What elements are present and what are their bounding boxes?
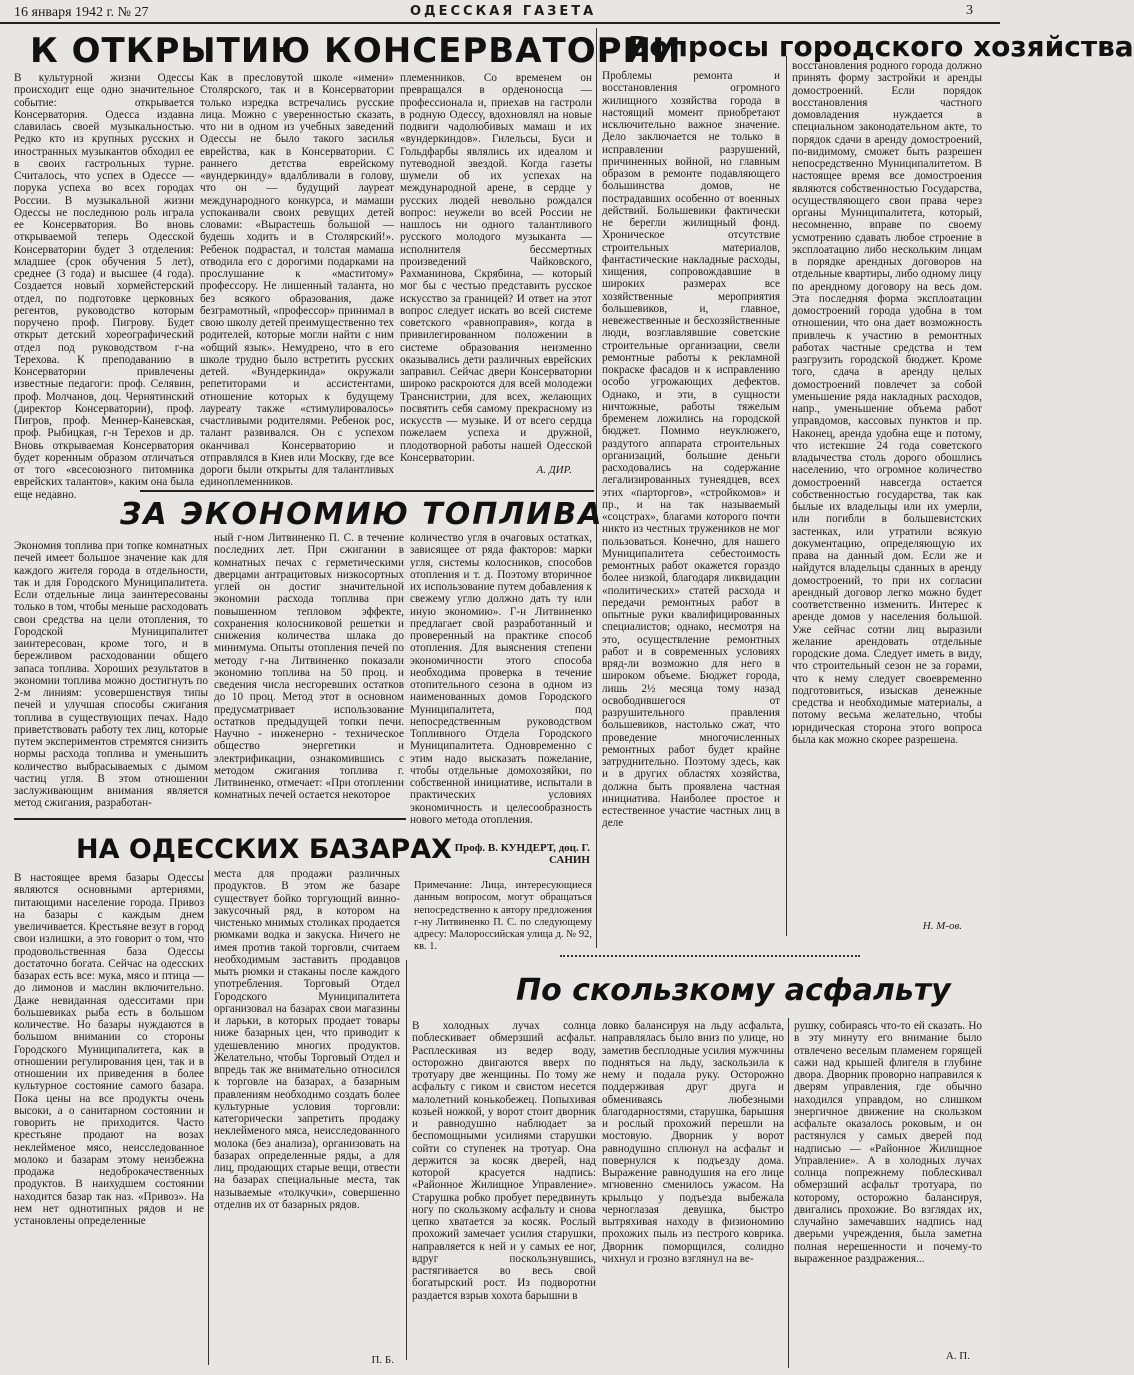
conservatory-signature: А. ДИР. <box>536 464 572 476</box>
section-divider <box>14 818 406 820</box>
issue-date: 16 января 1942 г. № 27 <box>14 5 149 20</box>
page-header <box>0 2 1000 24</box>
column-rule <box>786 56 787 936</box>
page-number: 3 <box>966 3 973 18</box>
conservatory-column-3: племенников. Со временем он превращался в орденоносца — профессионала и, приехав на гастроли в родную Одессу, вдохновлял на новые подвиги чадолюбивых мамаш и их «вундеркиндов». Гилельсы, Буси и Гольдфарбы являлись их идеалом и путеводной звездой. Когда газеты шумели об их успехах на международной арене, в сердце у русских людей невольно рождался вопрос: неужели во всей России не нашлось ни одного талантливого русского молодого музыканта — исполнителя бессмертных произведений Чайковского, Рахманинова, Скрябина, — который мог бы с честью представить русское искусство за границей? И ответ на этот вопрос следует искать во всей системе советского «равноправия», когда в привилегированном положении в системе образования неизменно оказывались дети различных еврейских заправил. Сейчас двери Консерватории широко раскроются для всей молодежи Транснистрии, для всех, желающих посвятить себя самому прекрасному из искусств — музыке. И от всего сердца пожелаем успеха и дружной, плодотворной работы нашей Одесской Консерватории. <box>400 72 592 464</box>
headline-conservatory: К ОТКРЫТИЮ КОНСЕРВАТОРИИ <box>30 31 682 71</box>
asphalt-column-1: В холодных лучах солнца поблескивает обмерзший асфальт. Расплескивая из ведер воду, осторожно двигаются вверх по тротуару две женщины. По тому же асфальту с гиком и свистом несется малолетний конькобежец. Попыхивая козьей ножкой, у ворот стоит дворник и равнодушно наблюдает за беспомощными усилиями старушки сойти со ступенек на тротуар. Она держится за косяк дверей, над которой красуется надпись: «Районное Жилищное Управление». Старушка робко пробует передвинуть ногу по скользкому асфальту и снова цепко хватается за косяк. Рослый прохожий замечает усилия старушки, направляется к ней и у самых ее ног, вдруг поскользнувшись, растягивается во весь свой богатырский рост. Из подворотни раздается взрыв хохота барышни в <box>412 1020 596 1302</box>
decorative-dotted-divider <box>560 955 860 957</box>
markets-column-2: места для продажи различных продуктов. В этом же базаре существует бойко торгующий винно-закусочный ряд, в котором на чистенько мнимых столиках продается рюмками водка и закуска. Ничего не имея против такой торговли, считаем необходимым заставить продавцов мыть рюмки и стаканы после каждого употребления. Торговый Отдел Городского Муниципалитета организовал на базарах свои магазины и ларьки, в которых продает товары ниже базарных цен, что приводит к удешевлению многих продуктов. Желательно, чтобы Торговый Отдел и впредь так же внимательно относился к торговле на базарах, а базарным правлениям необходимо создать более культурные условия торговли: категорически запретить продажу неклейменого мяса, неисследованного молока (без анализа), организовать на базарах определенные ряды, а для лиц, продающих старые вещи, отвести на базарах специальные места, так называемые «толкучки», совершенно отделив их от базарных рядов. <box>214 868 400 1211</box>
conservatory-column-2: Как в пресловутой школе «имени» Столярского, так и в Консерватории только изредка встречались русские лица. Можно с уверенностью сказать, что ни в одном из учебных заведений Одессы не было такого засилья еврейства, как в Консерватории. С раннего детства еврейскому «вундеркинду» вдалбливали в голову, что он — будущий лауреат международного конкурса, и мамаши успокаивали своих ревущих детей словами: «Вырастешь большой — будешь ходить и в Столярский!». Ребенок подрастал, и толстая мамаша отводила его с дорогими подарками на прослушание к «маститому» профессору. Не лишенный таланта, но без всякого образования, даже безграмотный, «профессор» принимал в свою школу детей преимущественно тех родителей, которые могли найти с ним «общий язык». Немудрено, что в его школе трудно было встретить русских детей. «Вундеркинда» окружали репетиторами и ассистентами, отношение которых к будущему лауреату также «стимулировалось» счастливыми родителями. Ребенок рос, талант развивался. Он с успехом оканчивал Консерваторию и отправлялся в Киев или Москву, где все дороги были открыты для талантливых единоплеменников. <box>200 72 394 489</box>
headline-markets: НА ОДЕССКИХ БАЗАРАХ <box>76 834 452 865</box>
city-economy-signature: Н. М-ов. <box>922 920 962 932</box>
city-economy-column-1: Проблемы ремонта и восстановления огромного жилищного хозяйства города в настоящий момент приобретают исключительно важное значение. Дело заключается не только в исправлении разрушений, причиненных войной, но главным образом в ремонте подавляющего большинства домов, не пострадавших особенно от военных действий. Большевики фактически не берегли жилищный фонд. Хроническое отсутствие строительных материалов, фантастические накладные расходы, хищения, сопровождавшие в широких размерах все хозяйственные мероприятия большевиков, и, главное, невежественные и бесхозяйственные люди, возглавлявшие советские строительные организации, свели ремонтные работы к рекламной покраске фасадов и к исправлению особо угрожающих дефектов. Однако, и эти, в сущности ничтожные, работы тяжелым бременем ложились на городской бюджет. Помимо неуклюжего, раздутого аппарата строительных организаций, большие деньги расходовались на содержание легализированных тунеядцев, всех этих «парторгов», «стройкомов» и пр., и на так называемый «соцстрах», благами которого почти никто из честных тружеников не мог пользоваться. Конечно, для нашего Муниципалитета себестоимость ремонтных работ окажется гораздо более низкой, благодаря ликвидации «политических» статей расхода и передачи ремонтных работ в опытные руки квалифицированных специалистов; однако, несмотря на это, осуществление ремонтных работ и в современных условиях вряд-ли возможно для него в широком объеме. Бюджет города, лишь 2½ месяца тому назад освободившегося от разрушительного правления большевиков, настолько сжат, что проведение многочисленных ремонтных работ будет крайне затруднительно. Поэтому здесь, как и в других областях хозяйства, должна быть проявлена частная инициатива. Наиболее простое и естественное участие частных лиц в деле <box>602 70 780 830</box>
headline-slippery-asphalt: По скользкому асфальту <box>516 973 951 1008</box>
newspaper-name: ОДЕССКАЯ ГАЗЕТА <box>410 4 597 19</box>
fuel-column-2: ный г-ном Литвиненко П. С. в течение последних лет. При сжигании в комнатных печах с герметическими дверцами антрацитовых низкосортных углей он достиг значительной экономии расхода топлива при повышенном тепловом эффекте, сохранения колосниковой решетки и снижения количества шлака до минимума. Опыты отопления печей по методу г-на Литвиненко показали экономию топлива на 50 проц. и сведения числа несгоревших остатков до 10 проц. Метод этот в основном предусматривает использование остатков предыдущей топки печи. Научно - инженерно - техническое общество энергетики и электрификации, ознакомившись с методом сжигания топлива г. Литвиненко, отмечает: «При отоплении комнатных печей остается некоторое <box>214 532 404 802</box>
column-rule <box>406 960 407 1360</box>
headline-fuel-economy: ЗА ЭКОНОМИЮ ТОПЛИВА <box>120 497 604 532</box>
fuel-signature: Проф. В. КУНДЕРТ, доц. Г. САНИН <box>454 842 590 866</box>
fuel-column-1: Экономия топлива при топке комнатных печей имеет большое значение как для каждого жителя города в отдельности, так и для Городского Муниципалитета. Если отдельные лица заинтересованы только в том, чтобы меньше расходовать свои средства на цели отопления, то Городской Муниципалитет заинтересован, кроме того, и в бережливом расходовании общего запаса топлива. Хороших результатов в экономии топлива можно достигнуть по 2-м линиям: усовершенствуя типы печей и улучшая способы сжигания топлива в существующих печах. Надо приветствовать работу тех лиц, которые путем экспериментов стремятся снизить нормы расхода топлива и уменьшить количество выбрасываемых с дымом частиц угля. В этом отношении заслуживающим внимания является метод сжигания, разработан- <box>14 540 208 810</box>
conservatory-column-1: В культурной жизни Одессы происходит еще одно значительное событие: открывается Консерватория. Одесса издавна славилась своей музыкальностью. Редко кто из крупных русских и иностранных музыкантов обходил ее в своих гастрольных турне. Считалось, что успех в Одессе — порука успеха во всех городах России. В музыкальной жизни Одессы не последнюю роль играла ее Консерватория. Во вновь открываемой теперь Одесской Консерватории будет 3 отделения: младшее (срок обучения 5 лет), среднее (3 года) и высшее (4 года). Создается новый хормейстерский отдел, по подготовке церковных регентов, руководство которым поручено проф. Пигрову. Будет открыт детский хореографический отдел под руководством г-на Терехова. К преподаванию в Консерватории привлечены известные педагоги: проф. Селявин, проф. Молчанов, доц. Чернятинский (директор Консерватории), проф. Пигров, проф. Меннер-Каневская, проф. Рыбицкая, г-н Терехов и др. Вновь открываемая Консерватория будет коренным образом отличаться от того «всесоюзного питомника еврейских талантов», каким она была еще недавно. <box>14 72 194 501</box>
asphalt-signature: А. П. <box>945 1350 970 1362</box>
city-economy-column-2: восстановления родного города должно принять форму застройки и аренды домостроений. Если порядок восстановления частного домовладения нуждается в специальном законодательном акте, то порядок сдачи в аренду домостроений, по-видимому, сможет быть разрешен непосредственно Муниципалитетом. В настоящее время все домостроения являются собственностью Государства, осуществляющего свои права через органы Муниципалитета, который, несомненно, вправе по своему усмотрению сдавать любое строение в эксплоатацию либо нескольким лицам в порядке арендных договоров на отдельные квартиры, либо одному лицу по арендному договору на весь дом. Эта последняя форма эксплоатации домостроений города удобна в том отношении, что она дает возможность привлечь к участию в ремонтных работах частные средства и тем разгрузить городской бюджет. Кроме того, сдача в аренду целых домостроений повлечет за собой уменьшение ряда накладных расходов, напр., уменьшение объема работ управдомов, кассовых пунктов и пр. Наконец, аренда удобна еще и потому, что истекшие 24 года советского владычества столь дорого обошлись населению, что огромное количество домостроений навсегда остается собственностью государства, так как былые их владельцы или их умерли, или погибли в большевистских застенках, или утратили всякую документацию, определяющую их права на данный дом. Если же и найдутся владельцы сданных в аренду домостроений, то при их согласии арендный договор легко можно будет соответственно изменить. Интерес к аренде домов у населения большой. Уже сейчас сотни лиц выразили желание арендовать отдельные городские дома. Следует иметь в виду, что строительный сезон не за горами, что к нему следует своевременно подготовиться, изыскав денежные средства и необходимые материалы, а потому весьма желательно, чтобы юридическая сторона этого вопроса была как можно скорее разрешена. <box>792 60 982 746</box>
headline-city-economy: Вопросы городского хозяйства <box>628 30 1134 63</box>
asphalt-column-2: ловко балансируя на льду асфальта, направлялась было вниз по улице, но заметив бесплодные усилия мужчины подняться на льду, заскользила к нему и подала руку. Осторожно поддерживая друг друга и обмениваясь любезными благодарностями, старушка, барышня и рослый прохожий перешли на мостовую. Дворник у ворот равнодушно сплюнул на асфальт и повернулся к подъезду дома. Выражение равнодушия на его лице мгновенно сменилось ужасом. На крыльцо у подъезда выбежала черноглазая девушка, быстро вытряхивая находу в физиономию прохожих пыль из пестрого коврика. Дворник поморщился, солидно чихнул и грозно взглянул на ве- <box>602 1020 784 1265</box>
fuel-column-3: количество угля в очаговых остатках, зависящее от ряда факторов: марки угля, системы колосников, способов отопления и т. д. Поэтому вторичное их использование путем добавления к свежему углю должно дать ту или иную экономию». Г-н Литвиненко предлагает свой разработанный и проверенный на практике способ отопления. Для выяснения степени экономичности этого способа необходима проверка в течение отопительного сезона в одном из наименованных домов Городского Муниципалитета, под непосредственным руководством Топливного Отдела Городского Муниципалитета. Одновременно с этим надо высказать пожелание, чтобы отдельные домохозяйки, по собственной инициативе, испытали в практических условиях экономичность и целесообразность нового метода отопления. <box>410 532 592 826</box>
column-rule <box>788 1018 789 1368</box>
column-rule <box>596 28 597 948</box>
markets-signature: П. Б. <box>371 1354 394 1366</box>
markets-column-1: В настоящее время базары Одессы являются основными артериями, питающими население города. Привоз на базары с каждым днем увеличивается. Крестьяне везут в город свои излишки, а это говорит о том, что продовольственная база Одессы достаточно богата. Сейчас на одесских базарах есть все: мука, мясо и птица — до лимонов и маслин включительно. Даже невиданная одесситами при большевиках рыба есть в большом количестве. Но базары нуждаются в большом внимании со стороны Городского Муниципалитета, как в отношении регулирования цен, так и в отношении их приведения в более культурное состояние самого базара. Пока цены на все продукты очень высоки, а о санитарном состоянии и говорить не приходится. Часто крестьяне продают на возах неклейменое мясо, неисследованное молоко и базарам этому неизбежна продажа недоброкачественных продуктов. В наихудшем состоянии находится базар так наз. «Привоз». На нем нет однотипных рядов и не установлены определенные <box>14 872 204 1227</box>
column-rule <box>208 870 209 1365</box>
asphalt-column-3: рушку, собираясь что-то ей сказать. Но в эту минуту его внимание было отвлечено веселым пламенем горящей сажи над крышей флигеля в глубине двора. Дворник проворно направился к дверям управления, где обычно находился управдом, но слишком энергичное движение на скользком асфальте оказалось роковым, и он растянулся у самых дверей под надписью — «Районное Жилищное Управление». А в холодных лучах солнца попрежнему поблескивал обмерзший асфальт тротуара, по которому, осторожно балансируя, двигались прохожие. Во взглядах их, случайно замечавших надпись над дверьми учреждения, была заметна полная нерешенности и почему-то выраженное раздражения... <box>794 1020 982 1265</box>
fuel-note: Примечание: Лица, интересующиеся данным вопросом, могут обращаться непосредственно к автору предложения г-ну Литвиненко П. С. по следующему адресу: Малороссийская улица д. № 92, кв. 1. <box>414 880 592 953</box>
section-divider <box>140 490 594 492</box>
